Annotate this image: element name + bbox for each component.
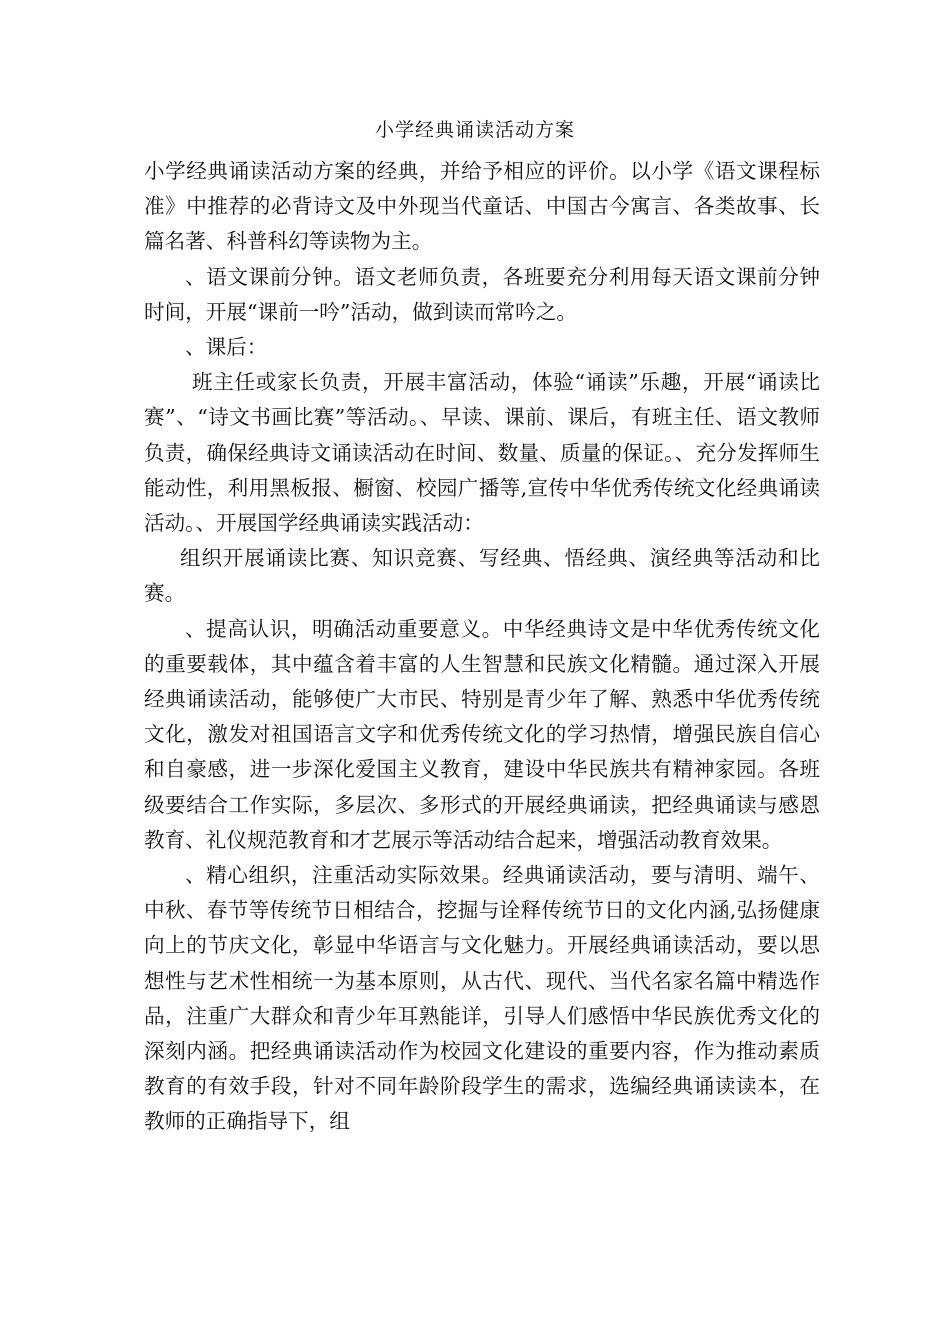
paragraph-competitions: 组织开展诵读比赛、知识竞赛、写经典、悟经典、演经典等活动和比赛。 bbox=[144, 546, 820, 606]
paragraph-awareness: 、提高认识，明确活动重要意义。中华经典诗文是中华优秀传统文化的重要载体，其中蕴含着丰富的人生智慧和民族文化精髓。通过深入开展经典诵读活动，能够使广大市民、特别是青少年了解、熟悉中华优秀传统文化，激发对祖国语言文字和优秀传统文化的学习热情，增强民族自信心和自豪感，进一步深化爱国主义教育，建设中华民族共有精神家园。各班级要结合工作实际，多层次、多形式的开展经典诵读，把经典诵读与感恩教育、礼仪规范教育和才艺展示等活动结合起来，增强活动教育效果。 bbox=[144, 616, 820, 852]
paragraph-before-class: 、语文课前分钟。语文老师负责，各班要充分利用每天语文课前分钟时间，开展“课前一吟”活动，做到读而常吟之。 bbox=[144, 264, 820, 324]
paragraph-activities: 班主任或家长负责，开展丰富活动，体验“诵读”乐趣，开展“诵读比赛”、“诗文书画比赛”等活动。、早读、课前、课后，有班主任、语文教师负责，确保经典诗文诵读活动在时间、数量、质量的保证。、充分发挥师生能动性，利用黑板报、橱窗、校园广播等,宣传中华优秀传统文化经典诵读活动。、开展国学经典诵读实践活动： bbox=[144, 370, 820, 536]
paragraph-after-class: 、课后： bbox=[185, 335, 268, 360]
document-body bbox=[144, 154, 820, 1140]
paragraph-organization: 、精心组织，注重活动实际效果。经典诵读活动，要与清明、端午、中秋、春节等传统节日相结合，挖掘与诠释传统节日的文化内涵,弘扬健康向上的节庆文化，彰显中华语言与文化魅力。开展经典诵读活动，要以思想性与艺术性相统一为基本原则，从古代、现代、当代名家名篇中精选作品，注重广大群众和青少年耳熟能详，引导人们感悟中华民族优秀文化的深刻内涵。把经典诵读活动作为校园文化建设的重要内容，作为推动素质教育的有效手段，针对不同年龄阶段学生的需求，选编经典诵读读本，在教师的正确指导下，组 bbox=[144, 863, 820, 1134]
paragraph-intro: 小学经典诵读活动方案的经典，并给予相应的评价。以小学《语文课程标准》中推荐的必背诗文及中外现当代童话、中国古今寓言、各类故事、长篇名著、科普科幻等读物为主。 bbox=[144, 159, 820, 254]
document-title: 小学经典诵读活动方案 bbox=[374, 119, 575, 141]
